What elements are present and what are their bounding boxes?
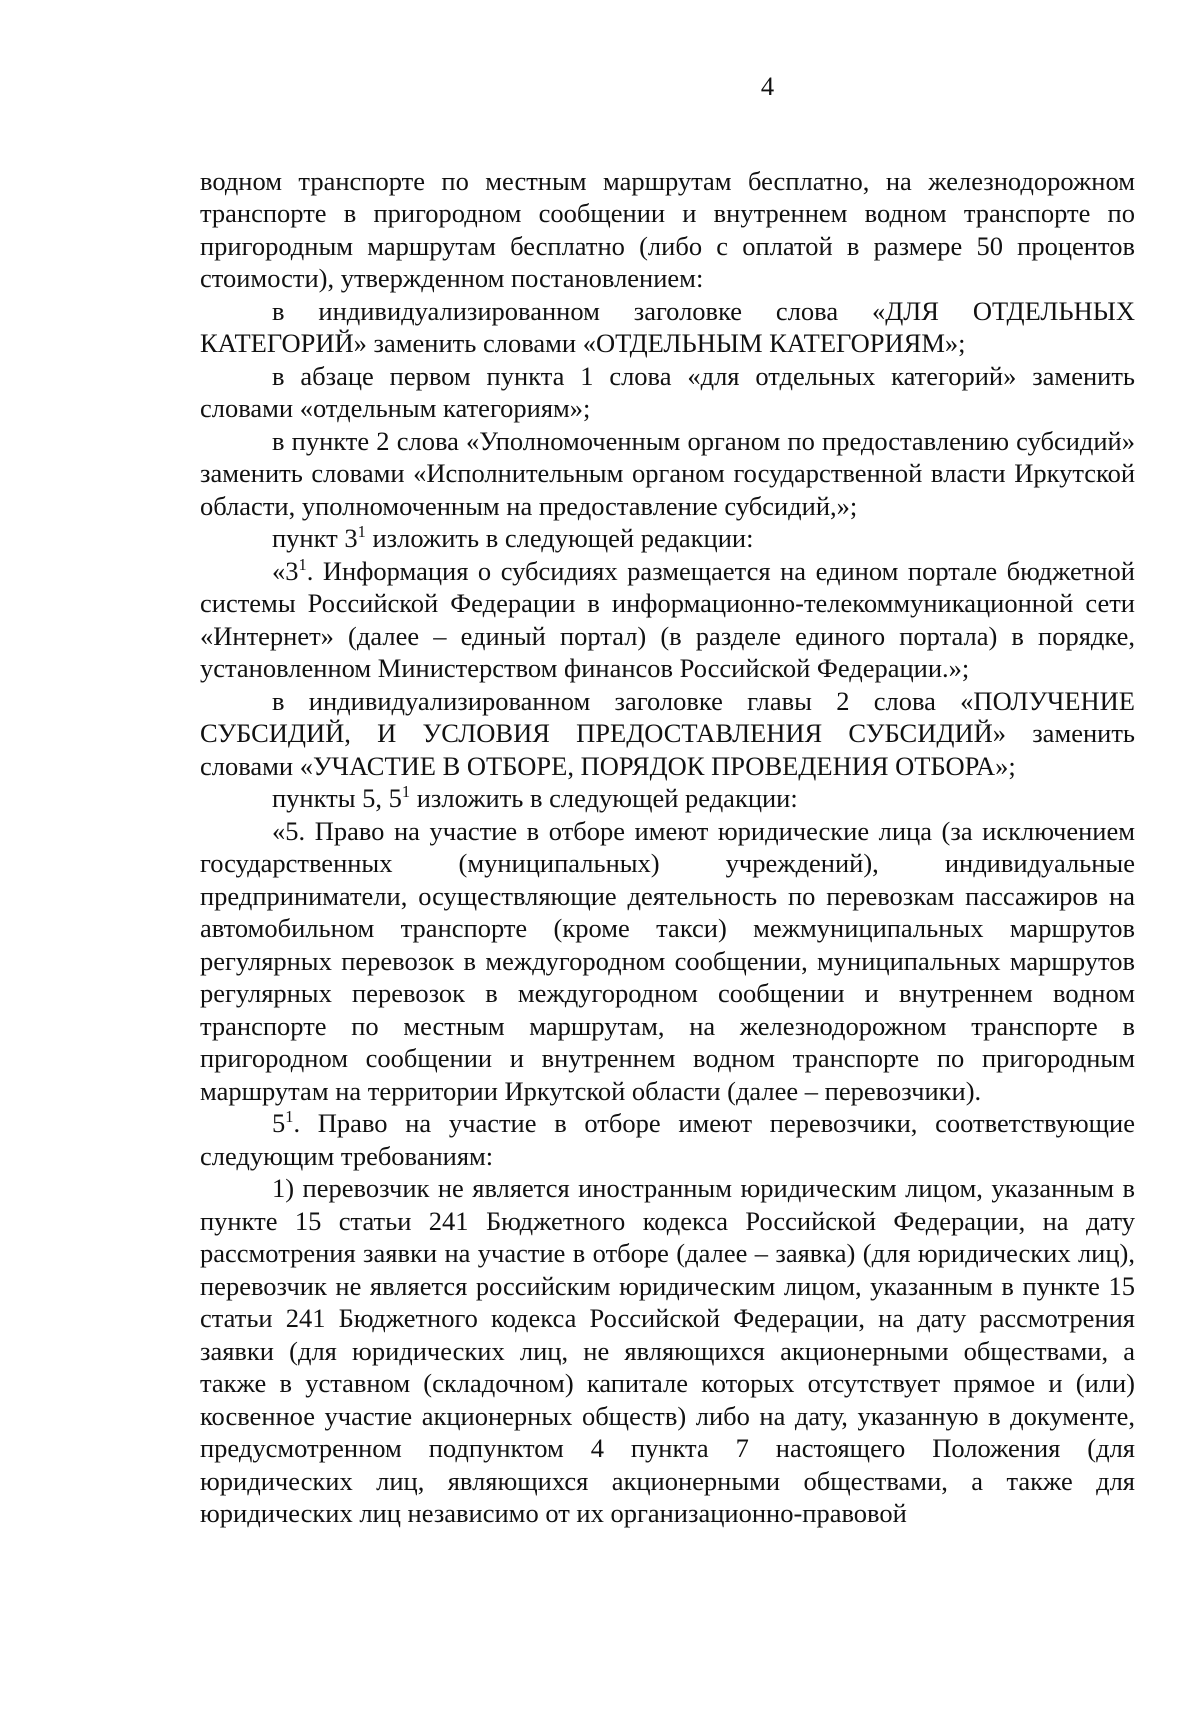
text-run: в индивидуализированном заголовке главы 2 слова «ПОЛУЧЕНИЕ СУБСИДИЙ, И УСЛОВИЯ ПРЕДОСТАВЛЕНИЯ СУБСИДИЙ» заменить словами «УЧАСТИЕ В ОТБОРЕ, ПОРЯДОК ПРОВЕДЕНИЯ ОТБОРА»; [200, 685, 1135, 781]
text-run: водном транспорте по местным маршрутам бесплатно, на железнодорожном транспорте в пригородном сообщении и внутреннем водном транспорте по пригородным маршрутам бесплатно (либо с оплатой в размере 50 процентов стоимости), утвержденном постановлением: [200, 165, 1135, 293]
paragraph [200, 1107, 1135, 1172]
page-number: 4 [760, 71, 775, 101]
paragraph [200, 295, 1135, 360]
paragraph [200, 165, 1135, 295]
text-run: 5 [272, 1108, 286, 1138]
text-run: изложить в следующей редакции: [410, 783, 798, 813]
paragraph [200, 360, 1135, 425]
text-run: пункты 5, 5 [272, 783, 402, 813]
paragraph [200, 782, 1135, 815]
text-run: 1) перевозчик не является иностранным юридическим лицом, указанным в пункте 15 статьи 241 Бюджетного кодекса Российской Федерации, на дату рассмотрения заявки на участие в отборе (далее – заявка) (для юридических лиц), перевозчик не является российским юридическим лицом, указанным в пункте 15 статьи 241 Бюджетного кодекса Российской Федерации, на дату рассмотрения заявки (для юридических лиц, не являющихся акционерными обществами, а также в уставном (складочном) капитале которых отсутствует прямое и (или) косвенное участие акционерных обществ) либо на дату, указанную в документе, предусмотренном подпунктом 4 пункта 7 настоящего Положения (для юридических лиц, являющихся акционерными обществами, а также для юридических лиц независимо от их организационно-правовой [200, 1173, 1135, 1528]
text-run: изложить в следующей редакции: [365, 523, 754, 553]
text-run: «5. Право на участие в отборе имеют юридические лица (за исключением государственных (муниципальных) учреждений), индивидуальные предприниматели, осуществляющие деятельность по перевозкам пассажиров на автомобильном транспорте (кроме такси) межмуниципальных маршрутов регулярных перевозок в междугородном сообщении, муниципальных маршрутов регулярных перевозок в междугородном сообщении и внутреннем водном транспорте по местным маршрутам, на железнодорожном транспорте в пригородном сообщении и внутреннем водном транспорте по пригородным маршрутам на территории Иркутской области (далее – перевозчики). [200, 815, 1135, 1106]
paragraph [200, 685, 1135, 783]
superscript: 1 [401, 782, 411, 802]
text-run: в пункте 2 слова «Уполномоченным органом по предоставлению субсидий» заменить словами «Исполнительным органом государственной власти Иркутской области, уполномоченным на предоставление субсидий,»; [200, 425, 1135, 521]
text-run: в абзаце первом пункта 1 слова «для отдельных категорий» заменить словами «отдельным категориям»; [200, 360, 1135, 423]
superscript: 1 [285, 1107, 294, 1127]
paragraph [200, 522, 1135, 555]
document-body [200, 165, 1135, 1530]
paragraph [200, 815, 1135, 1108]
paragraph [200, 425, 1135, 523]
text-run: в индивидуализированном заголовке слова «ДЛЯ ОТДЕЛЬНЫХ КАТЕГОРИЙ» заменить словами «ОТДЕЛЬНЫМ КАТЕГОРИЯМ»; [200, 295, 1135, 358]
paragraph [200, 1172, 1135, 1530]
paragraph [200, 555, 1135, 685]
text-run: «3 [272, 555, 299, 586]
document-page [200, 70, 1135, 1530]
text-run: пункт 3 [272, 523, 358, 553]
superscript: 1 [357, 522, 366, 542]
text-run: . Информация о субсидиях размещается на едином портале бюджетной системы Российской Федерации в информационно-телекоммуникационной сети «Интернет» (далее – единый портал) (в разделе единого портала) в порядке, установленном Министерством финансов Российской Федерации.»; [200, 555, 1135, 683]
superscript: 1 [298, 554, 307, 574]
text-run: . Право на участие в отборе имеют перевозчики, соответствующие следующим требованиям: [200, 1108, 1135, 1171]
